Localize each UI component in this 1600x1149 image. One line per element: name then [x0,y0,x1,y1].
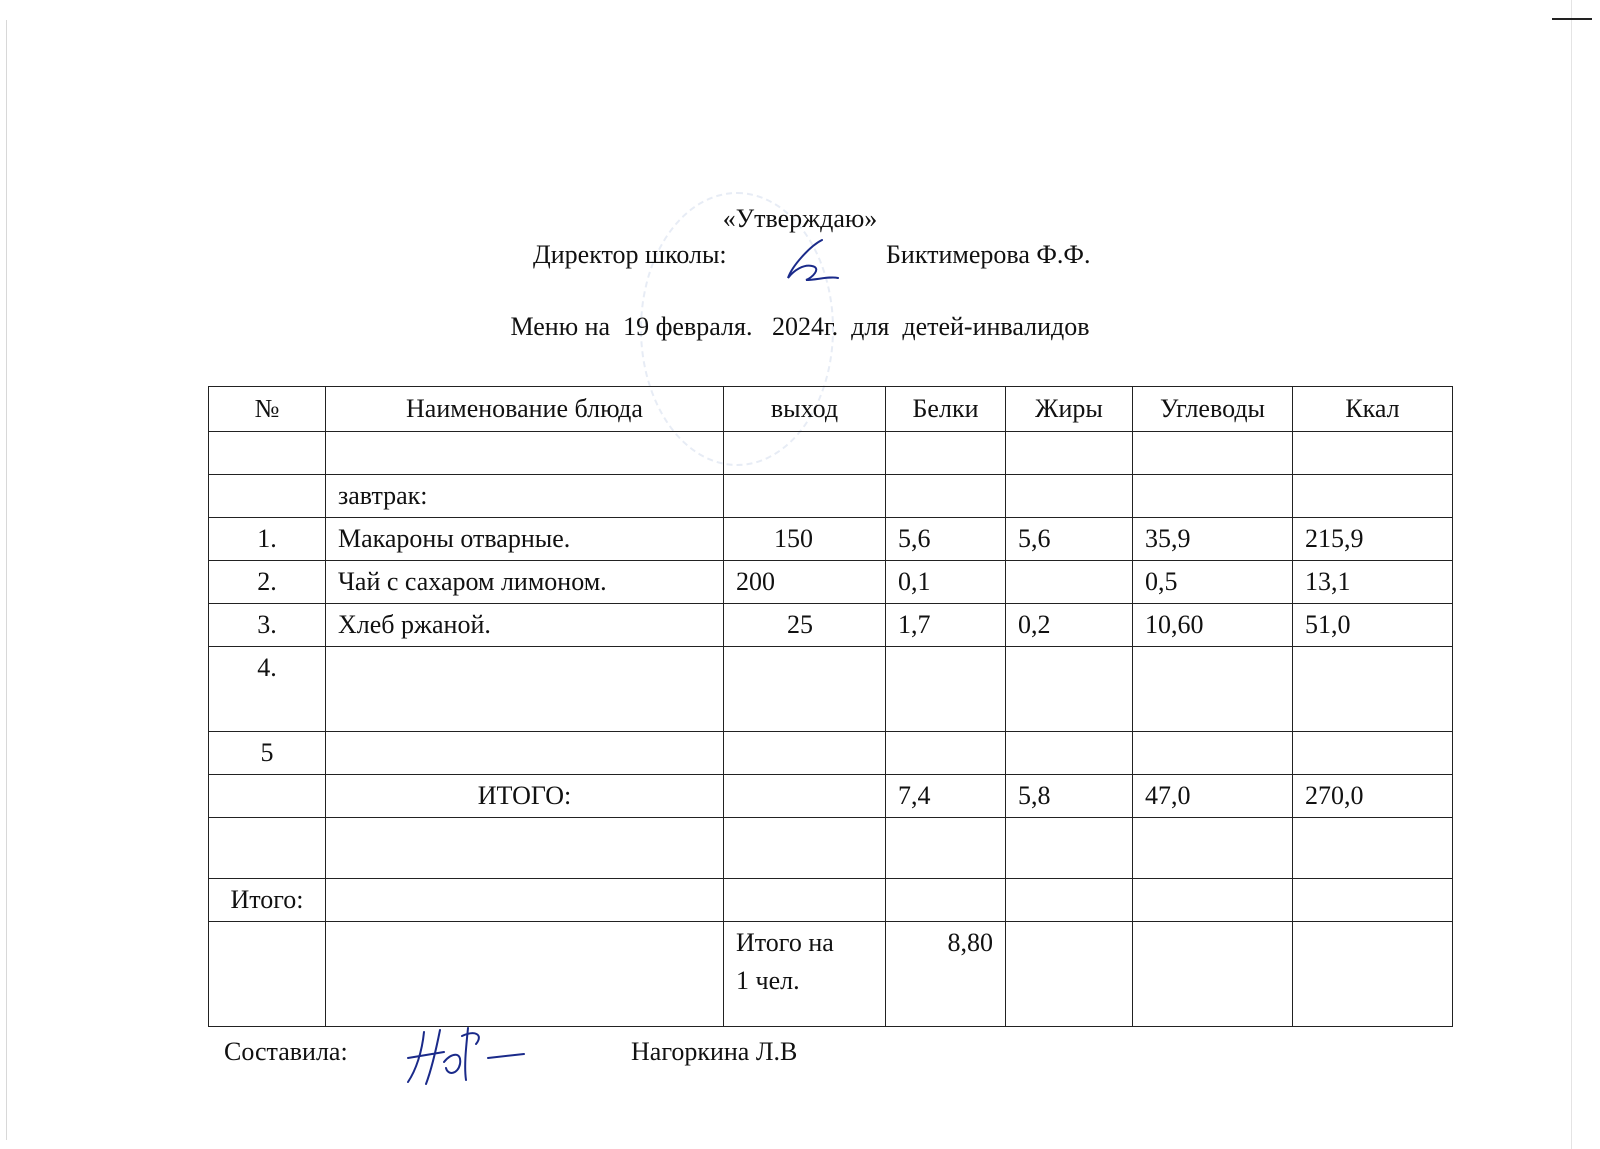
cell-carbs [1133,432,1293,475]
cell-output [724,732,886,775]
per-person-row [209,922,1453,1027]
cell-proteins [886,732,1006,775]
cell-no: 5 [209,732,326,775]
cell-fats [1006,475,1133,518]
cell-carbs [1133,475,1293,518]
cell-proteins: 7,4 [886,775,1006,818]
cell-carbs [1133,818,1293,879]
cell-kcal [1293,432,1453,475]
cell-name: Хлеб ржаной. [326,604,724,647]
cell-fats [1006,732,1133,775]
column-header: Наименование блюда [326,387,724,432]
cell-name [326,879,724,922]
cell-kcal: 215,9 [1293,518,1453,561]
cell-no [209,818,326,879]
cell-kcal: 270,0 [1293,775,1453,818]
cell-carbs: 0,5 [1133,561,1293,604]
table-row [209,604,1453,647]
column-header: Белки [886,387,1006,432]
cell-kcal [1293,818,1453,879]
cell-name [326,647,724,732]
cell-output [724,775,886,818]
cell-name [326,732,724,775]
cell-proteins: 1,7 [886,604,1006,647]
director-name: Биктимерова Ф.Ф. [886,240,1091,269]
cell-proteins [886,879,1006,922]
cell-name: ИТОГО: [326,775,724,818]
cell-fats [1006,432,1133,475]
cell-kcal [1293,647,1453,732]
director-line [533,240,1091,270]
cell-proteins [886,647,1006,732]
cell-name [326,432,724,475]
director-label: Директор школы: [533,240,727,269]
cell-output [724,432,886,475]
table-row [209,475,1453,518]
per-person-value: 8,80 [886,922,1006,1027]
cell-proteins: 5,6 [886,518,1006,561]
cell-empty [1006,922,1133,1027]
menu-title: Меню на 19 февраля. 2024г. для детей-инвалидов [510,312,1090,341]
cell-output [724,647,886,732]
cell-output [724,879,886,922]
scan-mark [1552,18,1592,20]
compiler-name: Нагоркина Л.В [631,1037,798,1066]
cell-kcal [1293,732,1453,775]
compiler-signature [404,1022,534,1088]
cell-output: 150 [724,518,886,561]
column-header: Жиры [1006,387,1133,432]
cell-empty [1133,922,1293,1027]
cell-no: 4. [209,647,326,732]
cell-name [326,818,724,879]
cell-no [209,432,326,475]
column-header: Ккал [1293,387,1453,432]
table-header-row [209,387,1453,432]
cell-kcal [1293,475,1453,518]
cell-carbs [1133,879,1293,922]
cell-empty [326,922,724,1027]
table-total-row [209,775,1453,818]
column-header: № [209,387,326,432]
approval-heading: «Утверждаю» [722,204,878,233]
cell-empty [209,922,326,1027]
cell-fats [1006,818,1133,879]
cell-fats [1006,647,1133,732]
menu-table [208,386,1453,1027]
compiler-label: Составила: [224,1037,348,1066]
cell-kcal [1293,879,1453,922]
director-signature [782,236,846,284]
scan-edge [6,20,7,1140]
cell-proteins [886,432,1006,475]
cell-fats [1006,879,1133,922]
per-person-label [724,922,886,1027]
cell-carbs: 10,60 [1133,604,1293,647]
column-header: выход [724,387,886,432]
cell-fats: 5,6 [1006,518,1133,561]
cell-output: 200 [724,561,886,604]
column-header: Углеводы [1133,387,1293,432]
per-person-label-line: Итого на [736,928,834,957]
cell-no: Итого: [209,879,326,922]
per-person-label-line: 1 чел. [736,966,800,995]
cell-empty [1293,922,1453,1027]
cell-no: 3. [209,604,326,647]
cell-fats [1006,561,1133,604]
cell-name: Чай с сахаром лимоном. [326,561,724,604]
cell-carbs: 47,0 [1133,775,1293,818]
cell-no [209,775,326,818]
table-row [209,432,1453,475]
cell-name: Макароны отварные. [326,518,724,561]
table-row [209,818,1453,879]
cell-proteins [886,475,1006,518]
table-row [209,518,1453,561]
cell-carbs [1133,647,1293,732]
cell-output [724,818,886,879]
scan-edge [1571,0,1572,1149]
cell-no [209,475,326,518]
cell-kcal: 51,0 [1293,604,1453,647]
cell-name: завтрак: [326,475,724,518]
cell-no: 2. [209,561,326,604]
table-row [209,647,1453,732]
cell-output [724,475,886,518]
table-row [209,732,1453,775]
compiler-line [224,1037,798,1067]
cell-carbs [1133,732,1293,775]
cell-output: 25 [724,604,886,647]
cell-fats: 0,2 [1006,604,1133,647]
cell-kcal: 13,1 [1293,561,1453,604]
cell-no: 1. [209,518,326,561]
cell-fats: 5,8 [1006,775,1133,818]
table-row [209,561,1453,604]
table-row [209,879,1453,922]
cell-proteins [886,818,1006,879]
cell-carbs: 35,9 [1133,518,1293,561]
cell-proteins: 0,1 [886,561,1006,604]
